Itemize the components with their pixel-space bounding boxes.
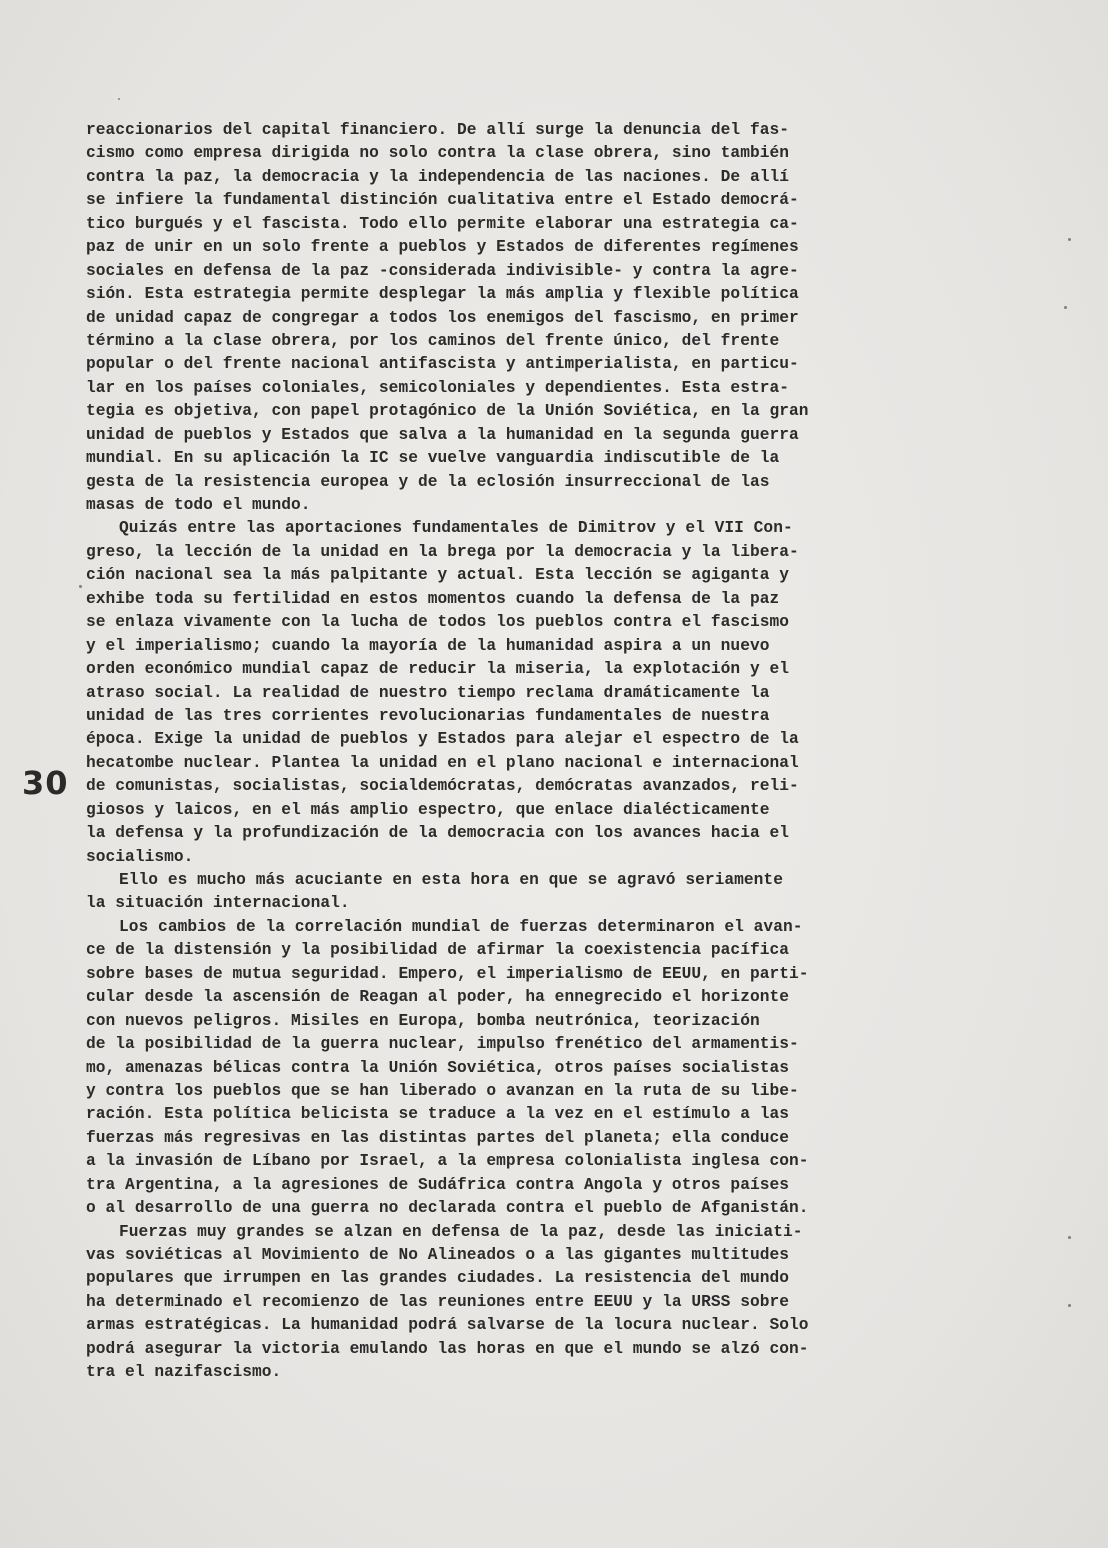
- text-line: vas soviéticas al Movimiento de No Alineados o a las gigantes multitudes: [86, 1246, 790, 1264]
- text-line: atraso social. La realidad de nuestro tiempo reclama dramáticamente la: [86, 683, 770, 702]
- text-line: tegia es objetiva, con papel protagónico de la Unión Soviética, en la gran: [86, 402, 809, 421]
- text-line: ce de la distensión y la posibilidad de afirmar la coexistencia pacífica: [86, 941, 790, 960]
- text-line: orden económico mundial capaz de reducir la miseria, la explotación y el: [86, 660, 790, 679]
- text-line: reaccionarios del capital financiero. De allí surge la denuncia del fas-: [86, 121, 790, 139]
- text-line: Quizás entre las aportaciones fundamentales de Dimitrov y el VII Con-: [119, 519, 793, 538]
- scan-speck: [79, 585, 82, 588]
- text-line: socialismo.: [86, 847, 194, 866]
- text-line: de la posibilidad de la guerra nuclear, impulso frenético del armamentis-: [86, 1035, 799, 1054]
- text-line: giosos y laicos, en el más amplio espectro, que enlace dialécticamente: [86, 800, 770, 819]
- text-line: greso, la lección de la unidad en la brega por la democracia y la libera-: [86, 542, 799, 561]
- text-line: masas de todo el mundo.: [86, 496, 311, 514]
- text-line: tra Argentina, a la agresiones de Sudáfrica contra Angola y otros países: [86, 1175, 790, 1194]
- text-line: sión. Esta estrategia permite desplegar la más amplia y flexible política: [86, 285, 799, 304]
- text-line: la situación internacional.: [86, 894, 350, 913]
- text-line: paz de unir en un solo frente a pueblos y Estados de diferentes regímenes: [86, 238, 799, 257]
- scan-speck: [1064, 306, 1067, 309]
- text-line: podrá asegurar la victoria emulando las horas en que el mundo se alzó con-: [86, 1339, 809, 1358]
- page-number: 30: [22, 764, 69, 802]
- text-line: a la invasión de Líbano por Israel, a la empresa colonialista inglesa con-: [86, 1152, 809, 1171]
- text-line: contra la paz, la democracia y la independencia de las naciones. De allí: [86, 167, 790, 186]
- text-line: sociales en defensa de la paz -considerada indivisible- y contra la agre-: [86, 261, 799, 280]
- text-line: mo, amenazas bélicas contra la Unión Soviética, otros países socialistas: [86, 1058, 790, 1077]
- text-line: la defensa y la profundización de la democracia con los avances hacia el: [86, 824, 790, 843]
- text-line: sobre bases de mutua seguridad. Empero, el imperialismo de EEUU, en parti-: [86, 964, 809, 983]
- text-line: unidad de las tres corrientes revolucionarias fundamentales de nuestra: [86, 706, 770, 725]
- text-line: ción nacional sea la más palpitante y actual. Esta lección se agiganta y: [86, 566, 790, 585]
- text-line: cismo como empresa dirigida no solo contra la clase obrera, sino también: [86, 144, 790, 163]
- text-line: tico burgués y el fascista. Todo ello permite elaborar una estrategia ca-: [86, 214, 799, 233]
- text-line: popular o del frente nacional antifascista y antimperialista, en particu-: [86, 355, 799, 374]
- scan-speck: [1068, 238, 1071, 241]
- text-line: y el imperialismo; cuando la mayoría de la humanidad aspira a un nuevo: [86, 636, 770, 655]
- scan-speck: [1068, 1236, 1071, 1239]
- text-line: se enlaza vivamente con la lucha de todos los pueblos contra el fascismo: [86, 613, 790, 632]
- text-line: de unidad capaz de congregar a todos los enemigos del fascismo, en primer: [86, 308, 799, 327]
- text-line: fuerzas más regresivas en las distintas partes del planeta; ella conduce: [86, 1128, 790, 1147]
- text-line: y contra los pueblos que se han liberado o avanzan en la ruta de su libe-: [86, 1081, 799, 1100]
- text-line: época. Exige la unidad de pueblos y Estados para alejar el espectro de la: [86, 730, 799, 749]
- text-line: Los cambios de la correlación mundial de fuerzas determinaron el avan-: [119, 917, 803, 936]
- text-line: populares que irrumpen en las grandes ciudades. La resistencia del mundo: [86, 1269, 790, 1288]
- text-line: término a la clase obrera, por los caminos del frente único, del frente: [86, 331, 780, 350]
- body-text: [86, 119, 982, 1385]
- text-line: hecatombe nuclear. Plantea la unidad en el plano nacional e internacional: [86, 753, 799, 772]
- text-line: tra el nazifascismo.: [86, 1363, 282, 1382]
- scan-speck: [1068, 1304, 1071, 1307]
- text-line: exhibe toda su fertilidad en estos momentos cuando la defensa de la paz: [86, 589, 780, 608]
- text-line: cular desde la ascensión de Reagan al poder, ha ennegrecido el horizonte: [86, 988, 790, 1007]
- text-line: con nuevos peligros. Misiles en Europa, bomba neutrónica, teorización: [86, 1011, 760, 1030]
- text-line: mundial. En su aplicación la IC se vuelve vanguardia indiscutible de la: [86, 449, 780, 468]
- scan-speck: [118, 98, 120, 100]
- text-line: lar en los países coloniales, semicoloniales y dependientes. Esta estra-: [86, 378, 790, 397]
- text-line: se infiere la fundamental distinción cualitativa entre el Estado democrá-: [86, 191, 799, 210]
- text-line: Ello es mucho más acuciante en esta hora en que se agravó seriamente: [119, 871, 783, 889]
- text-line: unidad de pueblos y Estados que salva a la humanidad en la segunda guerra: [86, 425, 799, 444]
- text-line: armas estratégicas. La humanidad podrá salvarse de la locura nuclear. Solo: [86, 1316, 809, 1335]
- text-line: Fuerzas muy grandes se alzan en defensa de la paz, desde las iniciati-: [119, 1222, 803, 1241]
- text-line: o al desarrollo de una guerra no declarada contra el pueblo de Afganistán.: [86, 1199, 809, 1218]
- text-line: ha determinado el recomienzo de las reuniones entre EEUU y la URSS sobre: [86, 1292, 790, 1311]
- text-line: ración. Esta política belicista se traduce a la vez en el estímulo a las: [86, 1105, 790, 1124]
- text-line: de comunistas, socialistas, socialdemócratas, demócratas avanzados, reli-: [86, 777, 799, 796]
- text-line: gesta de la resistencia europea y de la eclosión insurreccional de las: [86, 472, 770, 491]
